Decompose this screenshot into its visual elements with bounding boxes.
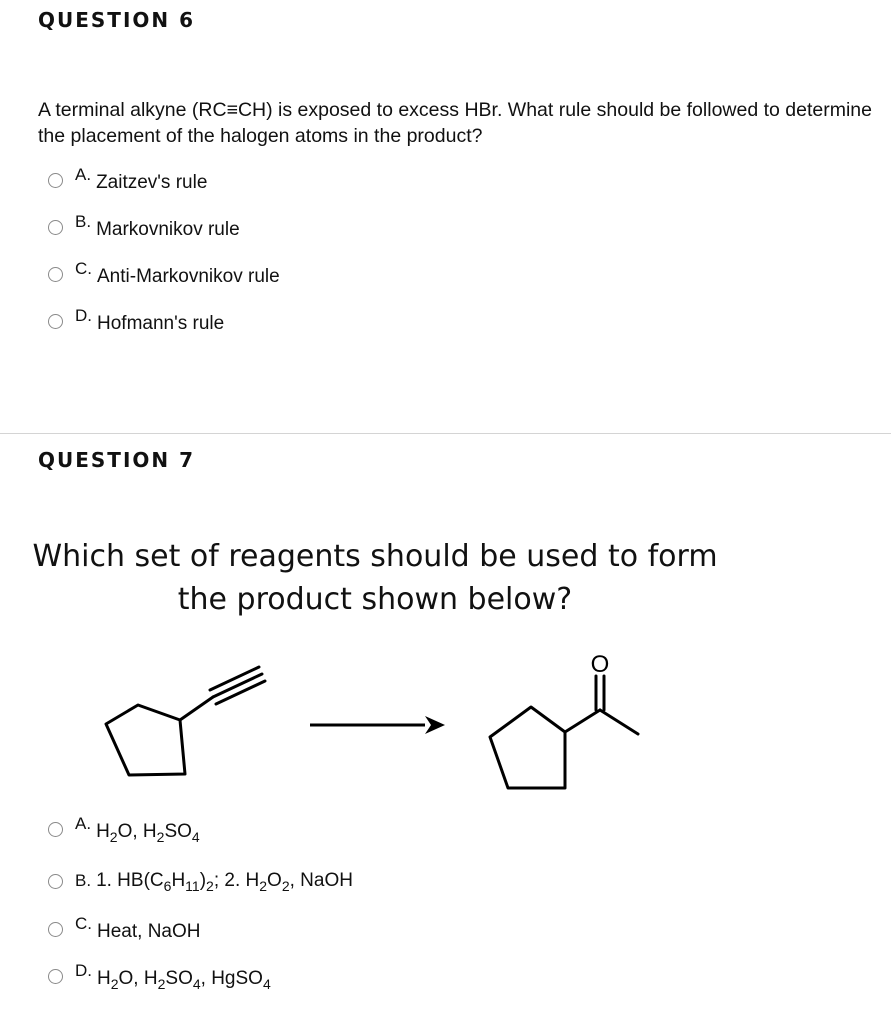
product-ring-carbonyl-bond bbox=[565, 710, 600, 732]
reactant-cyclopentane-ring bbox=[106, 705, 185, 775]
question-7-title: QUESTION 7 bbox=[38, 448, 196, 472]
q7-option-b-radio[interactable] bbox=[48, 874, 63, 889]
q6-option-d-letter: D. bbox=[75, 306, 92, 325]
q7-option-a-text: $H_2O$, $H_2SO_4$ bbox=[96, 821, 200, 845]
question-7-prompt-line-1: Which set of reagents should be used to form bbox=[32, 539, 718, 574]
q6-option-b-radio[interactable] bbox=[48, 220, 63, 235]
reactant-ring-alkyne-bond bbox=[180, 697, 213, 720]
q7-option-c[interactable] bbox=[48, 916, 200, 942]
q7-option-d-text: $H_2O$, $H_2SO_4$, HgSO$_4$ bbox=[97, 968, 271, 992]
q6-option-a[interactable] bbox=[48, 167, 207, 193]
reaction-scheme bbox=[0, 640, 891, 800]
q6-option-c-letter: C. bbox=[75, 259, 92, 278]
reactant-triple-bond bbox=[210, 667, 265, 704]
q6-option-a-radio[interactable] bbox=[48, 173, 63, 188]
q7-options-plain-text bbox=[0, 0, 1, 1]
q7-option-c-radio[interactable] bbox=[48, 922, 63, 937]
q6-option-d[interactable] bbox=[48, 308, 224, 334]
q7-option-b[interactable] bbox=[48, 868, 353, 894]
q7-option-b-letter: B. bbox=[75, 871, 92, 890]
q6-option-b-letter: B. bbox=[75, 212, 92, 231]
q7-option-a[interactable] bbox=[48, 814, 200, 845]
q7-option-c-letter: C. bbox=[75, 914, 92, 933]
q7-option-d-letter: D. bbox=[75, 961, 92, 980]
q7-option-c-text: Heat, NaOH bbox=[97, 921, 201, 942]
question-6-title: QUESTION 6 bbox=[38, 8, 196, 32]
q6-option-c-radio[interactable] bbox=[48, 267, 63, 282]
q6-option-b-text: Markovnikov rule bbox=[96, 219, 240, 240]
section-divider bbox=[0, 433, 891, 434]
q7-option-a-radio[interactable] bbox=[48, 822, 63, 837]
product-carbonyl-double-bond bbox=[596, 676, 604, 710]
q6-option-d-radio[interactable] bbox=[48, 314, 63, 329]
q7-option-d-radio[interactable] bbox=[48, 969, 63, 984]
q7-option-b-text: 1. $HB(C_6H_{11})_2$; 2. $H_2O_2$, NaOH bbox=[96, 870, 353, 894]
q6-option-a-letter: A. bbox=[75, 165, 92, 184]
product-methyl-bond bbox=[600, 710, 638, 734]
q7-option-d[interactable] bbox=[48, 961, 271, 992]
carbonyl-oxygen-label: O bbox=[590, 651, 610, 678]
question-7-prompt-line-2: the product shown below? bbox=[177, 582, 573, 617]
reaction-arrow bbox=[310, 716, 445, 734]
product-cyclopentane-ring bbox=[490, 707, 565, 788]
q6-option-c-text: Anti-Markovnikov rule bbox=[97, 266, 280, 287]
q6-option-a-text: Zaitzev's rule bbox=[96, 172, 208, 193]
q6-option-c[interactable] bbox=[48, 261, 280, 287]
q6-option-b[interactable] bbox=[48, 214, 240, 240]
q7-option-a-letter: A. bbox=[75, 814, 92, 833]
question-6-text: A terminal alkyne (RC≡CH) is exposed to excess HBr. What rule should be followed to determine the placement of the halogen atoms in the product? bbox=[38, 99, 872, 147]
q6-option-d-text: Hofmann's rule bbox=[97, 313, 225, 334]
